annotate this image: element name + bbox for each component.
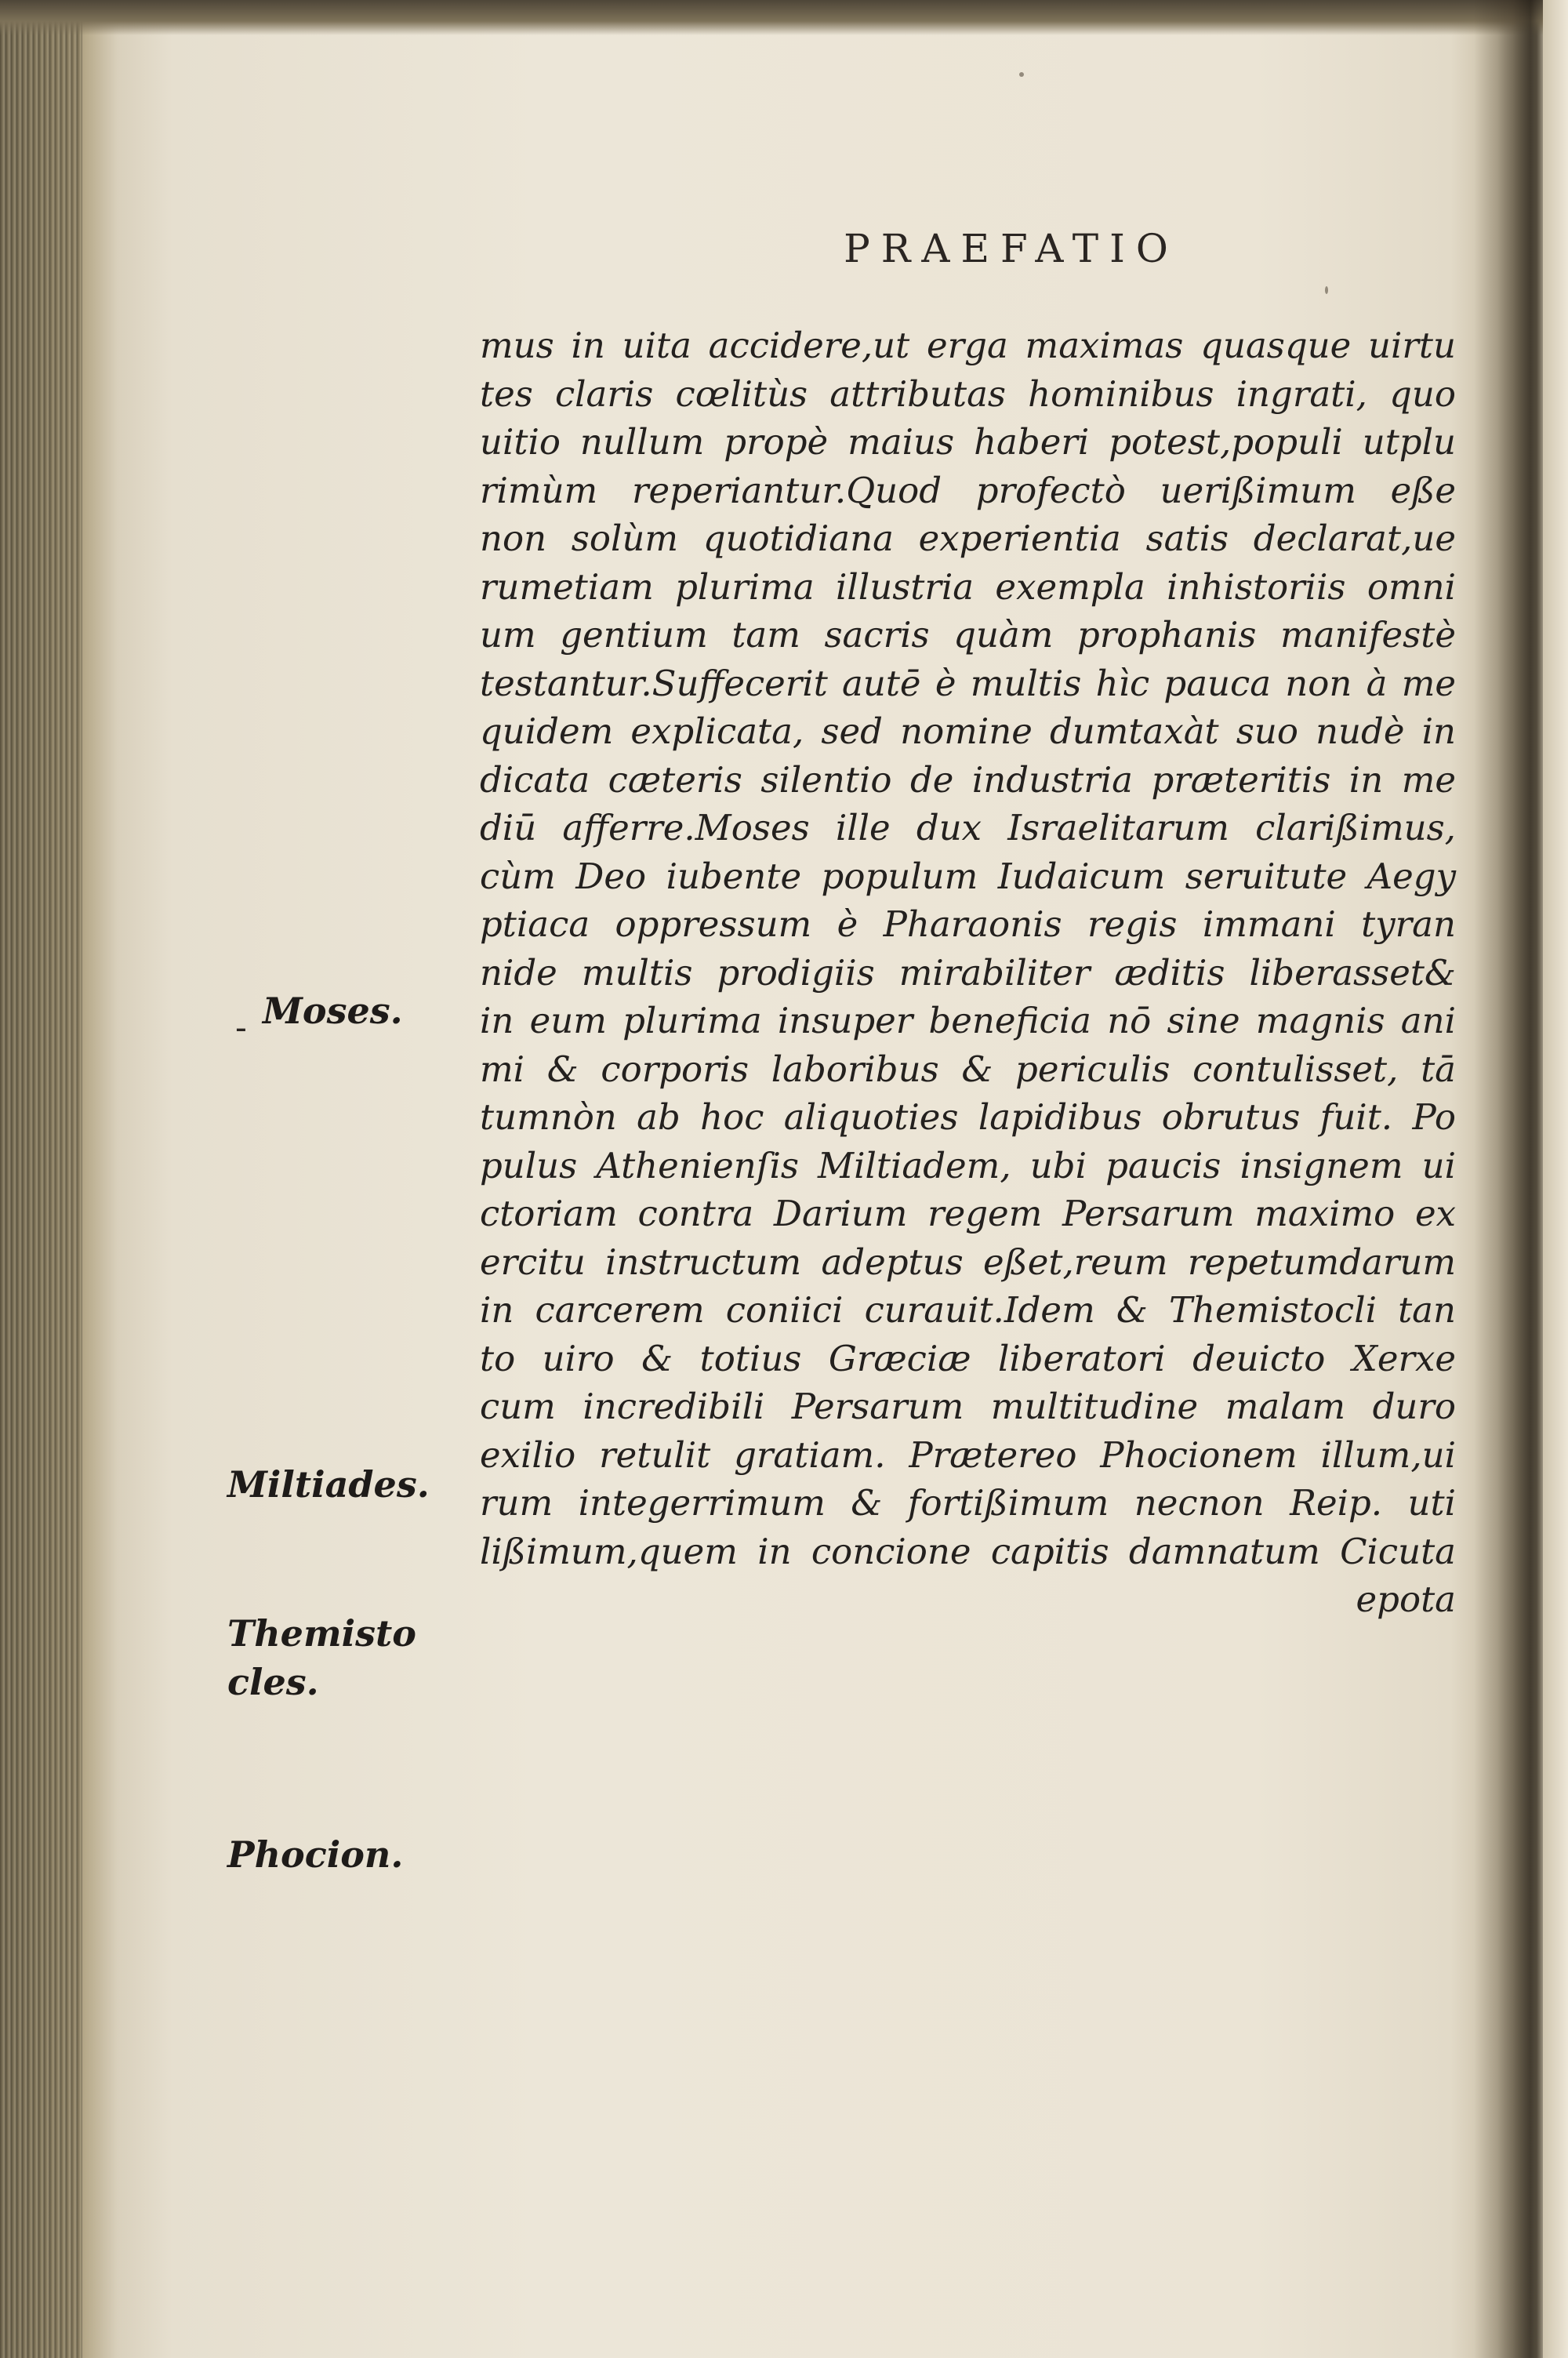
text-line: mus in uita accidere,ut erga maximas quasque uirtu — [480, 325, 1456, 366]
running-header: PRAEFATIO — [844, 226, 1179, 271]
text-line: lißimum,quem in concione capitis damnatum Cicuta — [480, 1530, 1456, 1572]
text-line: diū afferre.Moses ille dux Israelitarum clarißimus, — [480, 807, 1456, 848]
margin-note-themistocles-cont: cles. — [227, 1661, 319, 1703]
facing-page-edge — [1543, 0, 1568, 2358]
gutter-shadow — [1474, 0, 1544, 2358]
margin-note-themistocles: Themisto — [227, 1612, 416, 1655]
margin-dash: - — [235, 1008, 247, 1048]
text-line: pulus Athenienſis Miltiadem, ubi paucis insignem ui — [480, 1144, 1456, 1186]
text-line: in carcerem coniici curauit.Idem & Themistocli tan — [480, 1289, 1456, 1331]
text-line: exilio retulit gratiam. Prætereo Phocionem illum,ui — [480, 1433, 1456, 1476]
text-line: ctoriam contra Darium regem Persarum maximo ex — [480, 1193, 1456, 1234]
text-line: quidem explicata, sed nomine dumtaxàt suo nudè in — [480, 710, 1456, 752]
text-line: cum incredibili Persarum multitudine malam duro — [480, 1386, 1456, 1427]
text-line: ercitu instructum adeptus eßet,reum repetumdarum — [480, 1241, 1456, 1283]
text-line: tes claris cœlitùs attributas hominibus ingrati, quo — [480, 372, 1456, 415]
text-line: dicata cæteris silentio de industria præteritis in me — [480, 758, 1456, 801]
text-line: ptiaca oppressum è Pharaonis regis immani tyran — [480, 903, 1456, 945]
top-edge — [0, 0, 1568, 35]
margin-note-moses: Moses. — [263, 990, 403, 1032]
text-line: um gentium tam sacris quàm prophanis manifestè — [480, 614, 1456, 656]
text-line: nide multis prodigiis mirabiliter æditis liberasset& — [480, 951, 1456, 994]
catchword: epota — [1356, 1579, 1456, 1620]
text-line: uitio nullum propè maius haberi potest,populi utplu — [480, 421, 1456, 463]
text-line: rimùm reperiantur.Quod profectò uerißimum eße — [480, 469, 1456, 511]
ink-speck — [1325, 286, 1328, 294]
text-line: tumnòn ab hoc aliquoties lapidibus obrutus fuit. Po — [480, 1096, 1456, 1138]
fore-edge — [0, 0, 82, 2358]
margin-note-phocion: Phocion. — [227, 1833, 404, 1876]
text-line: testantur.Suffecerit autē è multis hìc pauca non à me — [480, 662, 1456, 704]
text-line: rumetiam plurima illustria exempla inhistoriis omni — [480, 565, 1456, 608]
text-line: mi & corporis laboribus & periculis contulisset, tā — [480, 1048, 1456, 1090]
text-line: to uiro & totius Græciæ liberatori deuicto Xerxe — [480, 1337, 1456, 1379]
body-text — [480, 322, 1456, 1624]
text-line: rum integerrimum & fortißimum necnon Reip. uti — [480, 1482, 1456, 1524]
text-line: in eum plurima insuper beneficia nō sine magnis ani — [480, 1000, 1456, 1041]
text-line: non solùm quotidiana experientia satis declarat,ue — [480, 518, 1456, 559]
text-line: cùm Deo iubente populum Iudaicum seruitute Aegy — [480, 855, 1456, 897]
margin-note-miltiades: Miltiades. — [227, 1463, 430, 1506]
ink-speck — [1019, 72, 1024, 77]
